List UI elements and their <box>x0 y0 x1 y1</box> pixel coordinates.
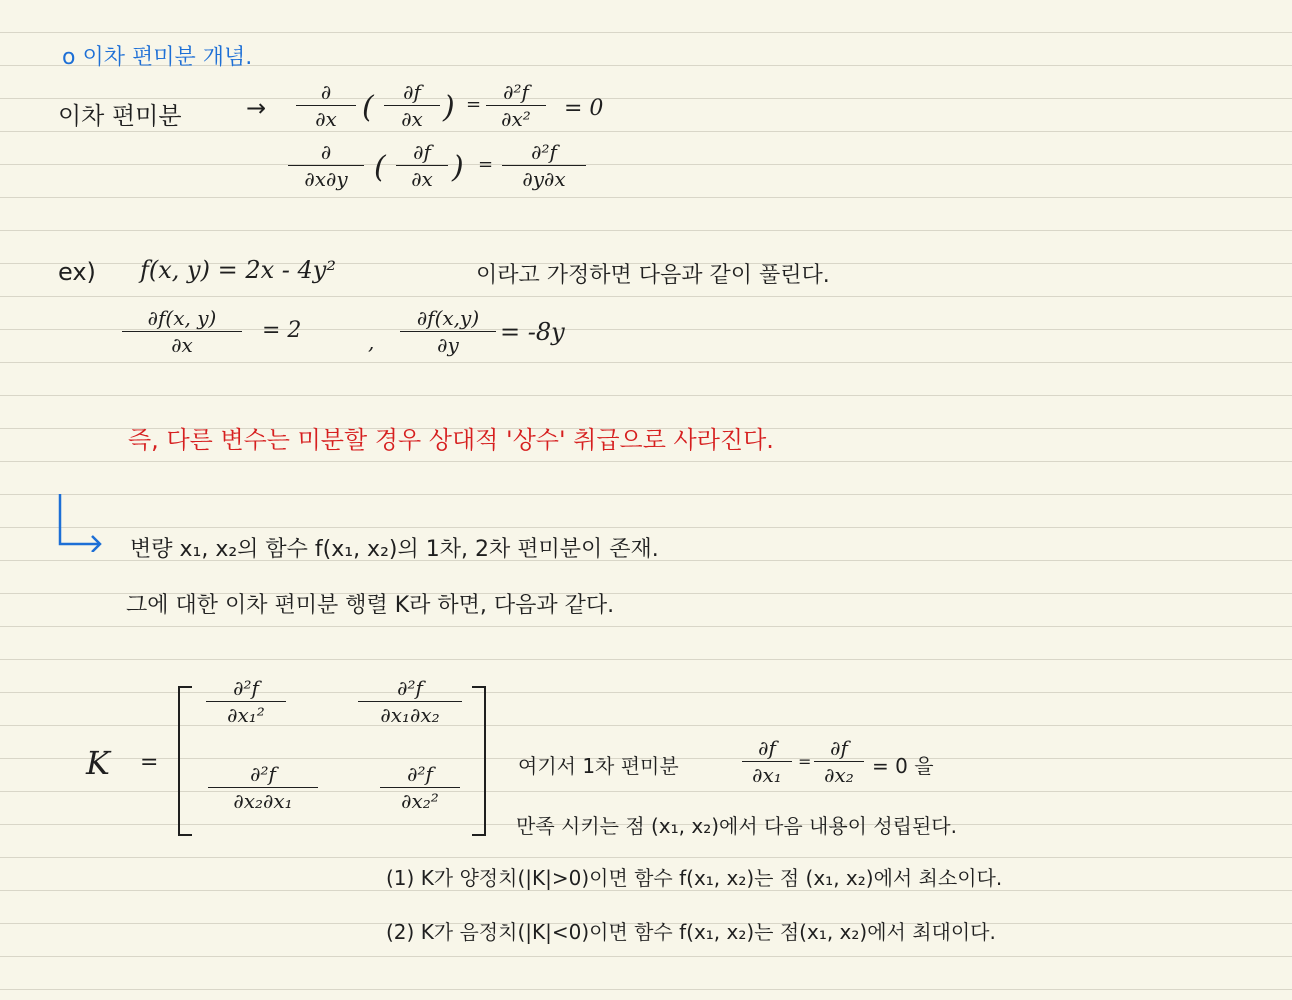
fraction-denominator: ∂x₂² <box>401 789 439 813</box>
fraction-inner <box>396 140 448 191</box>
condition-text: 여기서 1차 편미분 <box>518 754 679 778</box>
fraction-bar <box>206 701 286 702</box>
fraction-numerator: ∂f(x, y) <box>147 306 217 330</box>
equals-sign: = <box>798 752 812 771</box>
fraction-denominator: ∂x <box>401 107 423 131</box>
matrix-left-bracket <box>178 686 192 836</box>
example-function: f(x, y) = 2x - 4y² <box>140 256 336 284</box>
fraction-inner <box>384 80 440 131</box>
result-maximum: (2) K가 음정치(|K|<0)이면 함수 f(x₁, x₂)는 점(x₁, x₂)에서 최대이다. <box>386 920 996 944</box>
variable-description: 변량 x₁, x₂의 함수 f(x₁, x₂)의 1차, 2차 편미분이 존재. <box>130 537 659 562</box>
example-text: 이라고 가정하면 다음과 같이 풀린다. <box>476 263 830 288</box>
fraction-numerator: ∂ <box>320 140 332 164</box>
fraction-denominator: ∂y∂x <box>522 167 566 191</box>
equals-zero: = 0 <box>564 96 604 121</box>
fraction-numerator: ∂f <box>403 80 421 104</box>
partial-x-value: = 2 <box>262 318 302 343</box>
fraction-numerator: ∂²f <box>503 80 529 104</box>
matrix-description: 그에 대한 이차 편미분 행렬 K라 하면, 다음과 같다. <box>126 593 615 618</box>
fraction-numerator: ∂f <box>758 736 776 760</box>
matrix-cell-21 <box>208 762 318 813</box>
fraction-result-mixed <box>502 140 586 191</box>
partial-y-fraction <box>400 306 496 357</box>
fraction-bar <box>502 165 586 166</box>
fraction-denominator: ∂x₁² <box>227 703 265 727</box>
right-paren: ) <box>443 90 455 125</box>
condition-line-2: 만족 시키는 점 (x₁, x₂)에서 다음 내용이 성립된다. <box>516 814 957 838</box>
fraction-numerator: ∂²f <box>233 676 259 700</box>
matrix-cell-12 <box>358 676 462 727</box>
equals-sign: = <box>466 94 482 115</box>
fraction-numerator: ∂²f <box>250 762 276 786</box>
fraction-bar <box>122 331 242 332</box>
partial-x-fraction <box>122 306 242 357</box>
fraction-denominator: ∂x₁∂x₂ <box>380 703 440 727</box>
matrix-label: K <box>86 744 110 782</box>
equals-sign: = <box>478 154 494 175</box>
fraction-numerator: ∂f(x,y) <box>416 306 480 330</box>
corner-arrow-icon <box>56 492 106 552</box>
fraction-bar <box>400 331 496 332</box>
fraction-numerator: ∂f <box>830 736 848 760</box>
partial-y-value: = -8y <box>500 318 565 346</box>
condition-fraction-2 <box>814 736 864 787</box>
fraction-denominator: ∂y <box>437 333 459 357</box>
fraction-denominator: ∂x² <box>501 107 531 131</box>
matrix-equals: = <box>140 750 159 775</box>
fraction-denominator: ∂x₂∂x₁ <box>233 789 293 813</box>
fraction-denominator: ∂x∂y <box>304 167 348 191</box>
fraction-bar <box>380 787 460 788</box>
fraction-result <box>486 80 546 131</box>
fraction-bar <box>396 165 448 166</box>
fraction-numerator: ∂ <box>320 80 332 104</box>
comma: , <box>368 330 375 354</box>
section-title: o 이차 편미분 개념. <box>62 45 253 70</box>
fraction-operator-mixed <box>288 140 364 191</box>
left-paren: ( <box>374 150 386 185</box>
fraction-bar <box>486 105 546 106</box>
condition-fraction-1 <box>742 736 792 787</box>
fraction-numerator: ∂²f <box>407 762 433 786</box>
fraction-bar <box>208 787 318 788</box>
fraction-numerator: ∂²f <box>397 676 423 700</box>
second-partial-label: 이차 편미분 <box>58 102 182 130</box>
fraction-bar <box>814 761 864 762</box>
matrix-cell-11 <box>206 676 286 727</box>
note-red: 즉, 다른 변수는 미분할 경우 상대적 '상수' 취급으로 사라진다. <box>128 426 774 454</box>
fraction-denominator: ∂x₁ <box>752 763 782 787</box>
fraction-bar <box>384 105 440 106</box>
fraction-bar <box>358 701 462 702</box>
condition-equals-zero: = 0 을 <box>872 754 934 778</box>
left-paren: ( <box>362 90 374 125</box>
fraction-numerator: ∂²f <box>531 140 557 164</box>
fraction-denominator: ∂x <box>315 107 337 131</box>
fraction-numerator: ∂f <box>413 140 431 164</box>
matrix-right-bracket <box>472 686 486 836</box>
matrix-cell-22 <box>380 762 460 813</box>
fraction-denominator: ∂x <box>411 167 433 191</box>
arrow-icon: → <box>246 94 267 122</box>
fraction-bar <box>288 165 364 166</box>
fraction-denominator: ∂x₂ <box>824 763 854 787</box>
right-paren: ) <box>452 150 464 185</box>
fraction-operator <box>296 80 356 131</box>
fraction-bar <box>296 105 356 106</box>
example-prefix: ex) <box>58 258 96 286</box>
fraction-bar <box>742 761 792 762</box>
result-minimum: (1) K가 양정치(|K|>0)이면 함수 f(x₁, x₂)는 점 (x₁, x₂)에서 최소이다. <box>386 866 1003 890</box>
fraction-denominator: ∂x <box>171 333 193 357</box>
